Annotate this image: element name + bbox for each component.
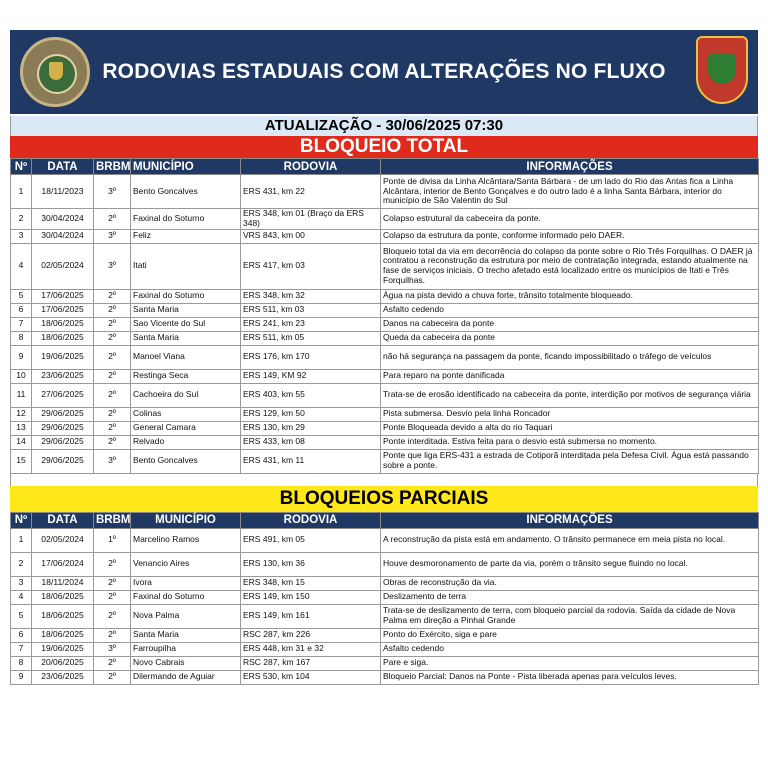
cell-number: 10	[11, 369, 32, 383]
cell-info: Colapso da estrutura da ponte, conforme informado pelo DAER.	[381, 229, 759, 243]
cell-info: não há segurança na passagem da ponte, ficando impossibilitado o tráfego de veículos	[381, 345, 759, 369]
cell-municipio: Faxinal do Soturno	[131, 209, 241, 230]
table-row	[11, 209, 759, 230]
cell-number: 13	[11, 421, 32, 435]
cell-rodovia: VRS 843, km 00	[241, 229, 381, 243]
col-header-brbm: BRBM	[94, 512, 131, 528]
cell-info: Houve desmoronamento de parte da via, porém o trânsito segue fluindo no local.	[381, 552, 759, 576]
table-row	[11, 175, 759, 209]
cell-brbm: 2º	[94, 369, 131, 383]
table-row	[11, 435, 759, 449]
cell-municipio: General Camara	[131, 421, 241, 435]
cell-municipio: Sao Vicente do Sul	[131, 317, 241, 331]
cell-number: 1	[11, 175, 32, 209]
cell-number: 15	[11, 449, 32, 473]
cell-info: Para reparo na ponte danificada	[381, 369, 759, 383]
cell-brbm: 2º	[94, 407, 131, 421]
cell-rodovia: ERS 348, km 01 (Braço da ERS 348)	[241, 209, 381, 230]
cell-municipio: Feliz	[131, 229, 241, 243]
cell-number: 2	[11, 552, 32, 576]
table-row	[11, 407, 759, 421]
cell-brbm: 3º	[94, 229, 131, 243]
table-partial	[10, 512, 759, 685]
col-header-rodovia: RODOVIA	[241, 512, 381, 528]
cell-brbm: 2º	[94, 604, 131, 628]
cell-info: Ponto do Exército, siga e pare	[381, 628, 759, 642]
table-row	[11, 303, 759, 317]
cell-rodovia: ERS 348, km 15	[241, 576, 381, 590]
cell-date: 19/06/2025	[32, 345, 94, 369]
cell-info: Ponte de divisa da Linha Alcântara/Santa Bárbara - de um lado do Rio das Antas fica a Linha Alcântara, interior de Bento Gonçalves e do outro lado é a linha Santa Bárbara, interior do município de São Valentin do Sul	[381, 175, 759, 209]
cell-brbm: 2º	[94, 590, 131, 604]
cell-brbm: 2º	[94, 552, 131, 576]
table-row	[11, 590, 759, 604]
cell-date: 23/06/2025	[32, 369, 94, 383]
cell-number: 7	[11, 317, 32, 331]
cell-info: Água na pista devido a chuva forte, trânsito totalmente bloqueado.	[381, 289, 759, 303]
cell-municipio: Santa Maria	[131, 628, 241, 642]
cell-date: 29/06/2025	[32, 449, 94, 473]
cell-rodovia: RSC 287, km 226	[241, 628, 381, 642]
cell-date: 18/11/2023	[32, 175, 94, 209]
cell-brbm: 3º	[94, 449, 131, 473]
header-banner	[10, 30, 758, 114]
cell-date: 30/04/2024	[32, 229, 94, 243]
cell-municipio: Cachoeira do Sul	[131, 383, 241, 407]
section-title-partial: BLOQUEIOS PARCIAIS	[10, 486, 758, 512]
cell-municipio: Ivora	[131, 576, 241, 590]
cell-info: Danos na cabeceira da ponte	[381, 317, 759, 331]
cell-rodovia: ERS 417, km 03	[241, 243, 381, 289]
col-header-informacoes: INFORMAÇÕES	[381, 159, 759, 175]
cell-rodovia: ERS 149, KM 92	[241, 369, 381, 383]
cell-brbm: 2º	[94, 209, 131, 230]
cell-number: 3	[11, 576, 32, 590]
cell-number: 14	[11, 435, 32, 449]
cell-rodovia: ERS 511, km 05	[241, 331, 381, 345]
col-header-municipio: MUNICÍPIO	[131, 512, 241, 528]
cell-rodovia: ERS 491, km 05	[241, 528, 381, 552]
cell-rodovia: ERS 530, km 104	[241, 670, 381, 684]
cell-brbm: 2º	[94, 656, 131, 670]
cell-info: Colapso estrutural da cabeceira da ponte.	[381, 209, 759, 230]
cell-brbm: 1º	[94, 528, 131, 552]
cell-info: Pare e siga.	[381, 656, 759, 670]
cell-number: 12	[11, 407, 32, 421]
cell-rodovia: RSC 287, km 167	[241, 656, 381, 670]
cell-date: 18/06/2025	[32, 604, 94, 628]
section-title-total: BLOQUEIO TOTAL	[10, 136, 758, 158]
cell-municipio: Itati	[131, 243, 241, 289]
cell-brbm: 2º	[94, 289, 131, 303]
cell-rodovia: ERS 448, km 31 e 32	[241, 642, 381, 656]
col-header-n: Nº	[11, 159, 32, 175]
cell-municipio: Bento Goncalves	[131, 449, 241, 473]
cell-rodovia: ERS 130, km 36	[241, 552, 381, 576]
table-row	[11, 383, 759, 407]
table-row	[11, 552, 759, 576]
cell-rodovia: ERS 149, km 150	[241, 590, 381, 604]
cell-number: 6	[11, 628, 32, 642]
cell-number: 9	[11, 345, 32, 369]
table-row	[11, 243, 759, 289]
cell-number: 8	[11, 331, 32, 345]
col-header-rodovia: RODOVIA	[241, 159, 381, 175]
cell-number: 1	[11, 528, 32, 552]
table-header	[11, 159, 759, 175]
cell-date: 29/06/2025	[32, 435, 94, 449]
cell-rodovia: ERS 431, km 11	[241, 449, 381, 473]
cell-rodovia: ERS 241, km 23	[241, 317, 381, 331]
cell-brbm: 3º	[94, 175, 131, 209]
table-row	[11, 229, 759, 243]
cell-date: 29/06/2025	[32, 407, 94, 421]
cell-municipio: Colinas	[131, 407, 241, 421]
cell-date: 18/06/2025	[32, 317, 94, 331]
table-row	[11, 317, 759, 331]
cell-number: 4	[11, 243, 32, 289]
cell-number: 9	[11, 670, 32, 684]
cell-brbm: 2º	[94, 383, 131, 407]
cell-date: 19/06/2025	[32, 642, 94, 656]
col-header-data: DATA	[32, 512, 94, 528]
table-row	[11, 331, 759, 345]
cell-brbm: 2º	[94, 345, 131, 369]
cell-municipio: Santa Maria	[131, 303, 241, 317]
cell-municipio: Venancio Aires	[131, 552, 241, 576]
cell-number: 6	[11, 303, 32, 317]
col-header-brbm: BRBM	[94, 159, 131, 175]
report-sheet	[10, 30, 758, 685]
cell-date: 18/11/2024	[32, 576, 94, 590]
table-total	[10, 158, 759, 474]
cell-rodovia: ERS 149, km 161	[241, 604, 381, 628]
table-row	[11, 576, 759, 590]
cell-date: 23/06/2025	[32, 670, 94, 684]
cell-rodovia: ERS 348, km 32	[241, 289, 381, 303]
cell-brbm: 2º	[94, 331, 131, 345]
cell-info: Trata-se de deslizamento de terra, com bloqueio parcial da rodovia. Saída da cidade de Nova Palma em direção a Pinhal Grande	[381, 604, 759, 628]
cell-number: 8	[11, 656, 32, 670]
col-header-n: Nº	[11, 512, 32, 528]
cell-brbm: 2º	[94, 670, 131, 684]
cell-date: 17/06/2024	[32, 552, 94, 576]
cell-number: 4	[11, 590, 32, 604]
section-spacer	[10, 474, 758, 486]
table-row	[11, 528, 759, 552]
table-row	[11, 289, 759, 303]
col-header-informacoes: INFORMAÇÕES	[381, 512, 759, 528]
cell-number: 5	[11, 289, 32, 303]
table-row	[11, 604, 759, 628]
cell-municipio: Dilermando de Aguiar	[131, 670, 241, 684]
cell-date: 18/06/2025	[32, 590, 94, 604]
cell-info: Trata-se de erosão identificado na cabeceira da ponte, interdição por motivos de segurança viária	[381, 383, 759, 407]
cell-brbm: 2º	[94, 317, 131, 331]
cell-date: 30/04/2024	[32, 209, 94, 230]
table-row	[11, 345, 759, 369]
cell-number: 5	[11, 604, 32, 628]
cell-brbm: 2º	[94, 435, 131, 449]
fire-brigade-shield-icon	[696, 36, 748, 104]
table-row	[11, 449, 759, 473]
cell-rodovia: ERS 431, km 22	[241, 175, 381, 209]
cell-info: Ponte interditada. Estiva feita para o desvio está submersa no momento.	[381, 435, 759, 449]
table-row	[11, 656, 759, 670]
cell-rodovia: ERS 433, km 08	[241, 435, 381, 449]
page-title: RODOVIAS ESTADUAIS COM ALTERAÇÕES NO FLUXO	[102, 60, 666, 83]
cell-municipio: Restinga Seca	[131, 369, 241, 383]
table-row	[11, 421, 759, 435]
cell-date: 17/06/2025	[32, 303, 94, 317]
table-row	[11, 369, 759, 383]
col-header-data: DATA	[32, 159, 94, 175]
cell-date: 18/06/2025	[32, 331, 94, 345]
cell-info: Bloqueio Parcial: Danos na Ponte - Pista liberada apenas para veículos leves.	[381, 670, 759, 684]
cell-date: 02/05/2024	[32, 243, 94, 289]
cell-number: 11	[11, 383, 32, 407]
cell-rodovia: ERS 176, km 170	[241, 345, 381, 369]
cell-rodovia: ERS 403, km 55	[241, 383, 381, 407]
cell-brbm: 3º	[94, 243, 131, 289]
cell-brbm: 3º	[94, 642, 131, 656]
cell-number: 7	[11, 642, 32, 656]
table-row	[11, 628, 759, 642]
cell-municipio: Novo Cabrais	[131, 656, 241, 670]
cell-info: Obras de reconstrução da via.	[381, 576, 759, 590]
cell-rodovia: ERS 129, km 50	[241, 407, 381, 421]
cell-brbm: 2º	[94, 303, 131, 317]
col-header-municipio: MUNICÍPIO	[131, 159, 241, 175]
cell-info: Queda da cabeceira da ponte	[381, 331, 759, 345]
cell-municipio: Manoel Viana	[131, 345, 241, 369]
cell-brbm: 2º	[94, 421, 131, 435]
cell-date: 20/06/2025	[32, 656, 94, 670]
table-row	[11, 642, 759, 656]
cell-number: 2	[11, 209, 32, 230]
cell-number: 3	[11, 229, 32, 243]
cell-info: Deslizamento de terra	[381, 590, 759, 604]
cell-municipio: Nova Palma	[131, 604, 241, 628]
cell-info: Bloqueio total da via em decorrência do colapso da ponte sobre o Rio Três Forquilhas. O DAER já contratou a reconstrução da estrutura por meio de contratação integrada, estando atualmente na fase de serviços iniciais. O trecho afetado está localizado entre os municípios de Itati e Três Forquilhas.	[381, 243, 759, 289]
cell-rodovia: ERS 130, km 29	[241, 421, 381, 435]
cell-brbm: 2º	[94, 628, 131, 642]
cell-info: Ponte Bloqueada devido a alta do rio Taquari	[381, 421, 759, 435]
cell-municipio: Bento Goncalves	[131, 175, 241, 209]
cell-date: 17/06/2025	[32, 289, 94, 303]
cell-municipio: Relvado	[131, 435, 241, 449]
update-timestamp: ATUALIZAÇÃO - 30/06/2025 07:30	[10, 116, 758, 136]
table-row	[11, 670, 759, 684]
cell-date: 18/06/2025	[32, 628, 94, 642]
cell-municipio: Santa Maria	[131, 331, 241, 345]
cell-info: Asfalto cedendo	[381, 303, 759, 317]
cell-municipio: Farroupilha	[131, 642, 241, 656]
cell-date: 27/06/2025	[32, 383, 94, 407]
cell-rodovia: ERS 511, km 03	[241, 303, 381, 317]
cell-date: 29/06/2025	[32, 421, 94, 435]
cell-info: Ponte que liga ERS-431 a estrada de Cotiporã interditada pela Defesa Civil. Água está passando sobre a ponte.	[381, 449, 759, 473]
cell-info: Asfalto cedendo	[381, 642, 759, 656]
cell-municipio: Faxinal do Soturno	[131, 289, 241, 303]
cell-brbm: 2º	[94, 576, 131, 590]
cell-municipio: Marcelino Ramos	[131, 528, 241, 552]
table-header	[11, 512, 759, 528]
cell-date: 02/05/2024	[32, 528, 94, 552]
cell-info: A reconstrução da pista está em andamento. O trânsito permanece em meia pista no local.	[381, 528, 759, 552]
cell-municipio: Faxinal do Soturno	[131, 590, 241, 604]
cell-info: Pista submersa. Desvio pela linha Roncador	[381, 407, 759, 421]
